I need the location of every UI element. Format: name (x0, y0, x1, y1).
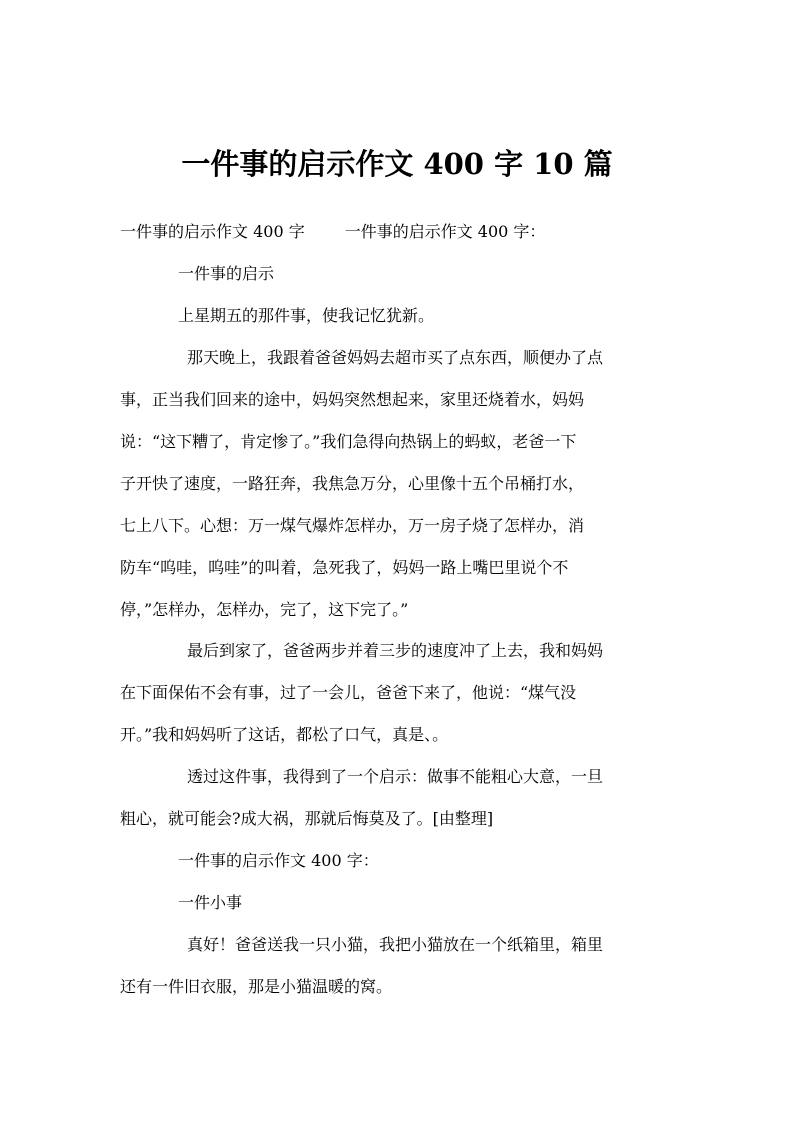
paragraph-line: 透过这件事，我得到了一个启示：做事不能粗心大意，一旦 (187, 767, 604, 786)
paragraph-line: 防车“呜哇，呜哇”的叫着，急死我了，妈妈一路上嘴巴里说个不 (120, 558, 569, 577)
header-line (120, 222, 545, 242)
paragraph-line: 在下面保佑不会有事，过了一会儿，爸爸下来了，他说：“煤气没 (120, 683, 577, 702)
paragraph-line: 说：“这下糟了，肯定惨了。”我们急得向热锅上的蚂蚁，老爸一下 (120, 432, 577, 451)
paragraph-line: 上星期五的那件事，使我记忆犹新。 (178, 306, 435, 325)
document-title: 一件事的启示作文 400 字 10 篇 (181, 147, 613, 181)
essay1-heading: 一件事的启示 (178, 264, 275, 283)
paragraph-line: 真好！爸爸送我一只小猫，我把小猫放在一个纸箱里，箱里 (187, 935, 604, 954)
essay2-heading: 一件小事 (178, 893, 243, 912)
paragraph-line: 事，正当我们回来的途中，妈妈突然想起来，家里还烧着水，妈妈 (120, 390, 585, 409)
essay2-intro: 一件事的启示作文 400 字： (178, 851, 379, 870)
paragraph-line: 那天晚上，我跟着爸爸妈妈去超市买了点东西，顺便办了点 (187, 348, 604, 367)
header-line-right: 一件事的启示作文 400 字： (344, 222, 546, 241)
paragraph-line: 停，”怎样办，怎样办，完了，这下完了。” (120, 600, 409, 619)
paragraph-line: 开。”我和妈妈听了这话，都松了口气，真是、。 (120, 725, 449, 744)
paragraph-line: 七上八下。心想：万一煤气爆炸怎样办，万一房子烧了怎样办，消 (120, 516, 585, 535)
paragraph-line: 子开快了速度，一路狂奔，我焦急万分，心里像十五个吊桶打水， (120, 474, 585, 493)
paragraph-line: 还有一件旧衣服，那是小猫温暖的窝。 (120, 977, 393, 996)
header-line-left: 一件事的启示作文 400 字 (120, 222, 305, 241)
paragraph-line: 粗心，就可能会?成大祸，那就后悔莫及了。[由整理] (120, 809, 494, 828)
paragraph-line: 最后到家了，爸爸两步并着三步的速度冲了上去，我和妈妈 (187, 641, 604, 660)
